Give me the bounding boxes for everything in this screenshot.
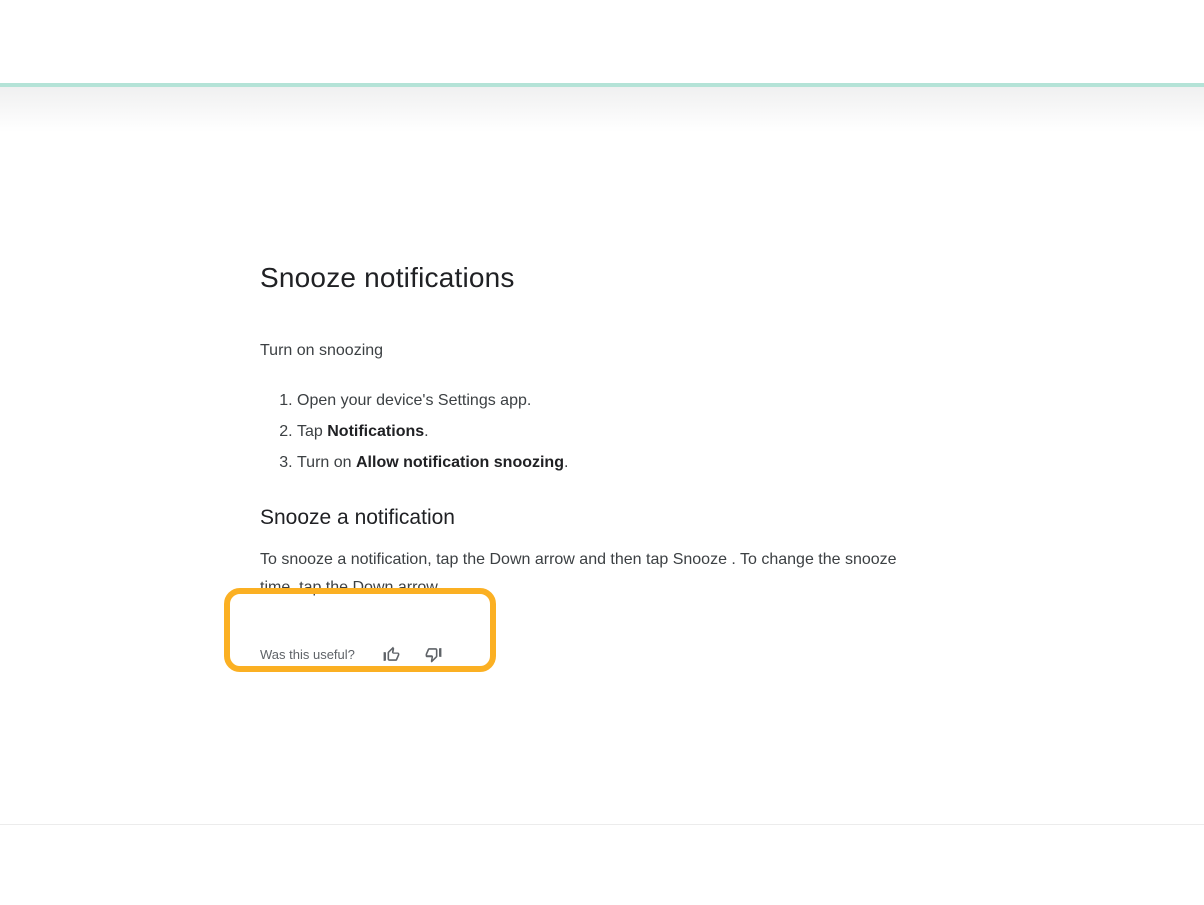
thumb-down-icon (424, 645, 443, 664)
feedback-question: Was this useful? (260, 646, 355, 662)
thumb-down-button[interactable] (423, 643, 445, 665)
list-item: 1. Open your device's Settings app. (297, 385, 928, 416)
feedback-widget (260, 642, 928, 666)
intro-text: Turn on snoozing (260, 342, 384, 359)
list-item: 2. Tap Notifications. (297, 416, 928, 447)
thumb-up-icon (382, 645, 401, 664)
bottom-divider (0, 824, 1204, 825)
header-shadow (0, 87, 1204, 132)
help-article (260, 258, 928, 666)
body-paragraph: To snooze a notification, tap the Down arrow and then tap Snooze . To change the snooze time, tap the Down arrow. (260, 551, 897, 596)
thumb-up-button[interactable] (381, 643, 403, 665)
steps-list (260, 385, 928, 478)
section-title: Snooze a notification (260, 506, 455, 529)
list-item: 3. Turn on Allow notification snoozing. (297, 447, 928, 478)
page-title: Snooze notifications (260, 262, 515, 293)
